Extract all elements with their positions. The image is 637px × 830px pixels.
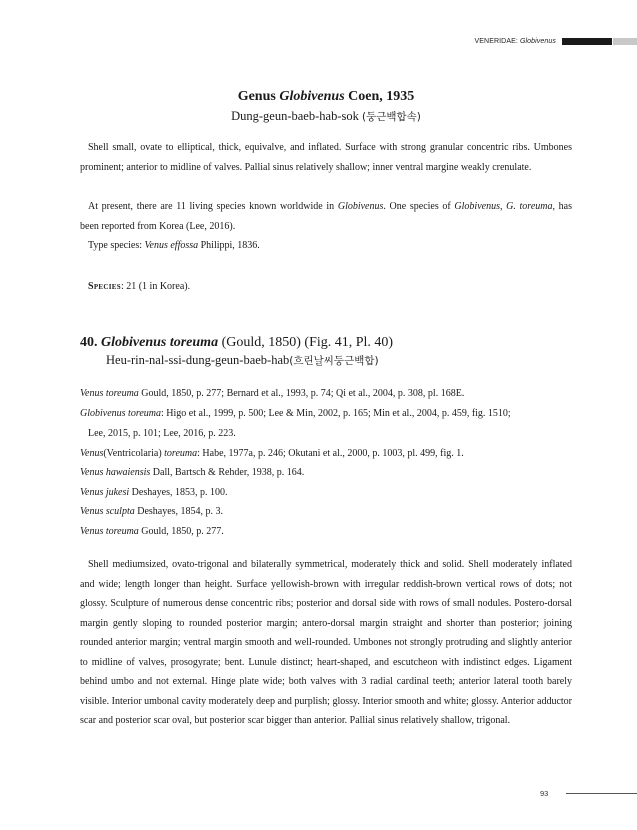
running-head-genus: Globivenus xyxy=(519,37,556,45)
genus-name: Globivenus xyxy=(279,89,345,104)
genus-subtitle xyxy=(80,108,572,125)
running-head xyxy=(475,36,637,46)
synonym-item xyxy=(80,486,572,499)
synonym-subgenus: (Ventricolaria) xyxy=(103,448,162,459)
genus-romanized: Dung-geun-baeb-hab-sok xyxy=(231,109,359,123)
species-count-label: Species xyxy=(88,281,121,292)
page-number: 93 xyxy=(540,789,549,798)
p2-text-g: , has been reported from Korea (Lee, 2016). xyxy=(80,201,572,232)
species-description: Shell mediumsized, ovato-trigonal and bilaterally symmetrical, moderately thick and solid. Shell moderately inflated and wide; length longer than height. Surface yellowish-brown with irregular reddish-brown vertical rows of dots; not glossy. Sculpture of numerous dense concentric ribs; posterior and dorsal side with rows of small nodules. Postero-dorsal margin gently sloping to rounded posterior margin; antero-dorsal margin straight and shorter than posterior; joining rounded anterior margin; ventral margin smooth and well-rounded. Umbones not strongly protruding and slightly anterior to midline of valves, prosogyrate; bent. Lunule distinct; heart-shaped, and escutcheon with indistinct edges. Ligament behind umbo and not external. Hinge plate wide; both valves with 3 radial cardinal teeth; anterior lateral tooth barely visible. Interior umbonal cavity moderately deep and purplish; glossy. Interior smooth and white; glossy. Anterior adductor scar and posterior scar oval, but posterior scar bigger than anterior. Pallial sinus relatively shallow, trigonal. xyxy=(80,559,572,726)
synonym-item xyxy=(80,505,572,518)
synonym-ref: Deshayes, 1854, p. 3. xyxy=(134,506,224,517)
type-species-name: Venus effossa xyxy=(144,240,199,251)
species-name: Globivenus toreuma xyxy=(101,335,219,350)
synonym-ref: Deshayes, 1853, p. 100. xyxy=(129,487,228,498)
running-head-family: VENERIDAE: xyxy=(474,37,518,45)
synonym-ref: Dall, Bartsch & Rehder, 1938, p. 164. xyxy=(150,467,305,478)
species-count xyxy=(80,277,572,297)
species-count-value: : 21 (1 in Korea). xyxy=(120,281,191,292)
synonym-name: Globivenus toreuma xyxy=(80,408,162,419)
synonym-item xyxy=(80,447,572,460)
synonym-item xyxy=(80,387,572,400)
p2-text-e: , xyxy=(499,201,507,212)
synonym-name: Venus sculpta xyxy=(80,506,135,517)
species-number: 40. xyxy=(80,335,98,350)
synonym-ref: : Higo et al., 1999, p. 500; Lee & Min, 2002, p. 165; Min et al., 2004, p. 459, fig. 1510; xyxy=(161,408,511,419)
synonym-item-continuation: Lee, 2015, p. 101; Lee, 2016, p. 223. xyxy=(88,428,236,439)
synonym-item xyxy=(80,525,572,538)
running-head-bar-dark xyxy=(562,38,612,45)
genus-species-count-paragraph xyxy=(80,197,572,236)
genus-label: Genus xyxy=(237,89,276,104)
synonym-item xyxy=(80,466,572,479)
p2-species: G. toreuma xyxy=(506,201,553,212)
synonym-name: Venus xyxy=(80,448,104,459)
type-species xyxy=(80,236,572,256)
running-head-bar-light xyxy=(613,38,637,45)
p2-text-c: . One species of xyxy=(383,201,455,212)
page-number-rule xyxy=(566,793,637,794)
type-species-author: Philippi, 1836. xyxy=(198,240,260,251)
species-romanized: Heu-rin-nal-ssi-dung-geun-baeb-hab xyxy=(106,353,290,367)
species-title xyxy=(80,334,572,352)
synonym-item xyxy=(80,407,572,420)
synonym-name: Venus jukesi xyxy=(80,487,130,498)
species-author-figs: (Gould, 1850) (Fig. 41, Pl. 40) xyxy=(218,335,394,350)
running-head-text xyxy=(475,38,556,45)
p2-genus-1: Globivenus xyxy=(337,201,384,212)
synonym-ref: : Habe, 1977a, p. 246; Okutani et al., 2000, p. 1003, pl. 499, fig. 1. xyxy=(197,448,464,459)
genus-korean: (둥근백합속) xyxy=(361,111,421,123)
p2-text-a: At present, there are 11 living species known worldwide in xyxy=(88,201,338,212)
species-korean: (흐린날씨둥근백합) xyxy=(289,355,379,367)
genus-title xyxy=(80,88,572,106)
type-species-label: Type species: xyxy=(88,240,145,251)
p2-genus-2: Globivenus xyxy=(454,201,500,212)
synonym-name: Venus toreuma xyxy=(80,388,139,399)
synonym-name: Venus hawaiensis xyxy=(80,467,151,478)
species-subtitle xyxy=(106,352,572,369)
genus-description: Shell small, ovate to elliptical, thick, equivalve, and inflated. Surface with strong granular concentric ribs. Umbones prominent; anterior to midline of valves. Pallial sinus relatively shallow; inner ventral margine weakly crenulate. xyxy=(80,142,572,173)
synonym-ref: Gould, 1850, p. 277; Bernard et al., 1993, p. 74; Qi et al., 2004, p. 308, pl. 168E. xyxy=(138,388,465,399)
synonym-name: Venus toreuma xyxy=(80,526,139,537)
synonym-epithet: toreuma xyxy=(161,448,198,459)
genus-author: Coen, 1935 xyxy=(348,89,415,104)
synonym-ref: Gould, 1850, p. 277. xyxy=(138,526,224,537)
